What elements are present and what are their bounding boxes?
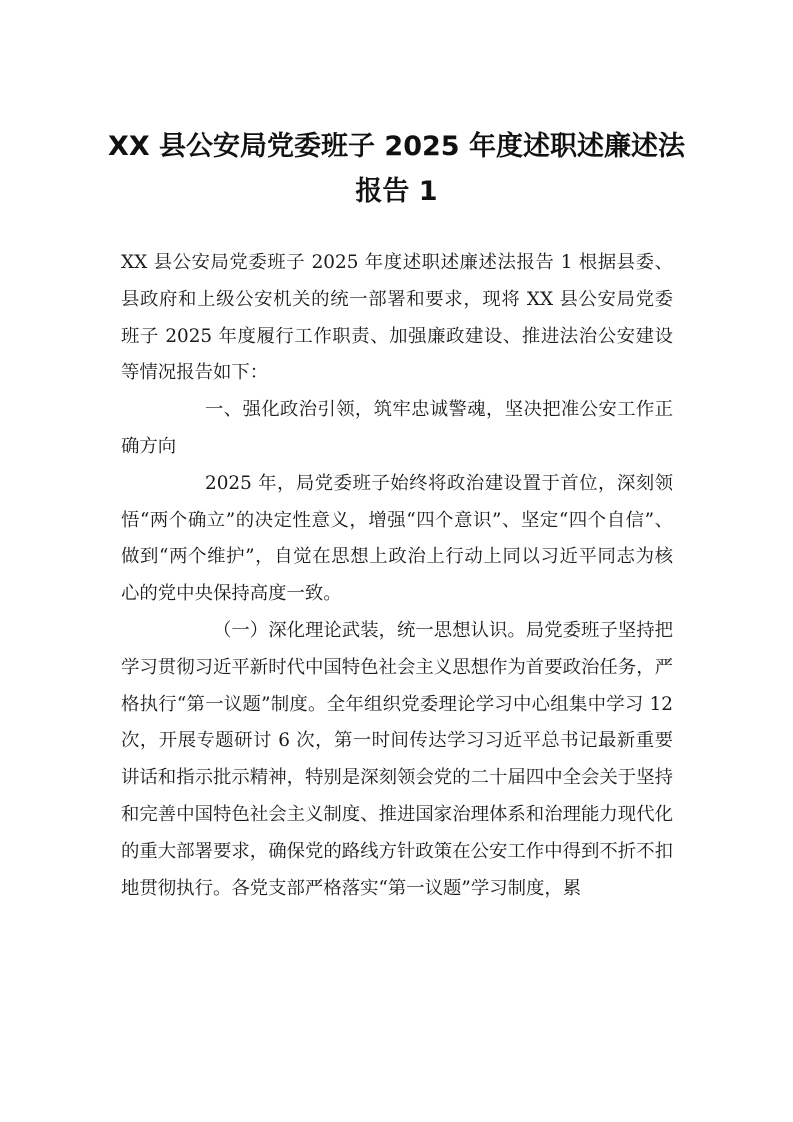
subsection-paragraph-1: （一）深化理论武装，统一思想认识。局党委班子坚持把学习贯彻习近平新时代中国特色社会主义思想作为首要政治任务，严格执行“第一议题”制度。全年组织党委理论学习中心组集中学习 12 次，开展专题研讨 6 次，第一时间传达学习习近平总书记最新重要讲话和指示批示精神，特别是深刻领会党的二十届四中全会关于坚持和完善中国特色社会主义制度、推进国家治理体系和治理能力现代化的重大部署要求，确保党的路线方针政策在公安工作中得到不折不扣地贯彻执行。各党支部严格落实“第一议题”学习制度，累 xyxy=(121,619,673,899)
document-body xyxy=(121,245,673,907)
section-heading-1: 一、强化政治引领，筑牢忠诚警魂，坚决把准公安工作正确方向 xyxy=(121,399,673,457)
section-paragraph-1: 2025 年，局党委班子始终将政治建设置于首位，深刻领悟“两个确立”的决定性意义，增强“四个意识”、坚定“四个自信”、做到“两个维护”，自觉在思想上政治上行动上同以习近平同志为核心的党中央保持高度一致。 xyxy=(121,472,673,605)
intro-paragraph: XX 县公安局党委班子 2025 年度述职述廉述法报告 1 根据县委、县政府和上级公安机关的统一部署和要求，现将 XX 县公安局党委班子 2025 年度履行工作职责、加强廉政建设、推进法治公安建设等情况报告如下： xyxy=(121,252,673,384)
document-title: XX 县公安局党委班子 2025 年度述职述廉述法报告 1 xyxy=(108,131,685,207)
